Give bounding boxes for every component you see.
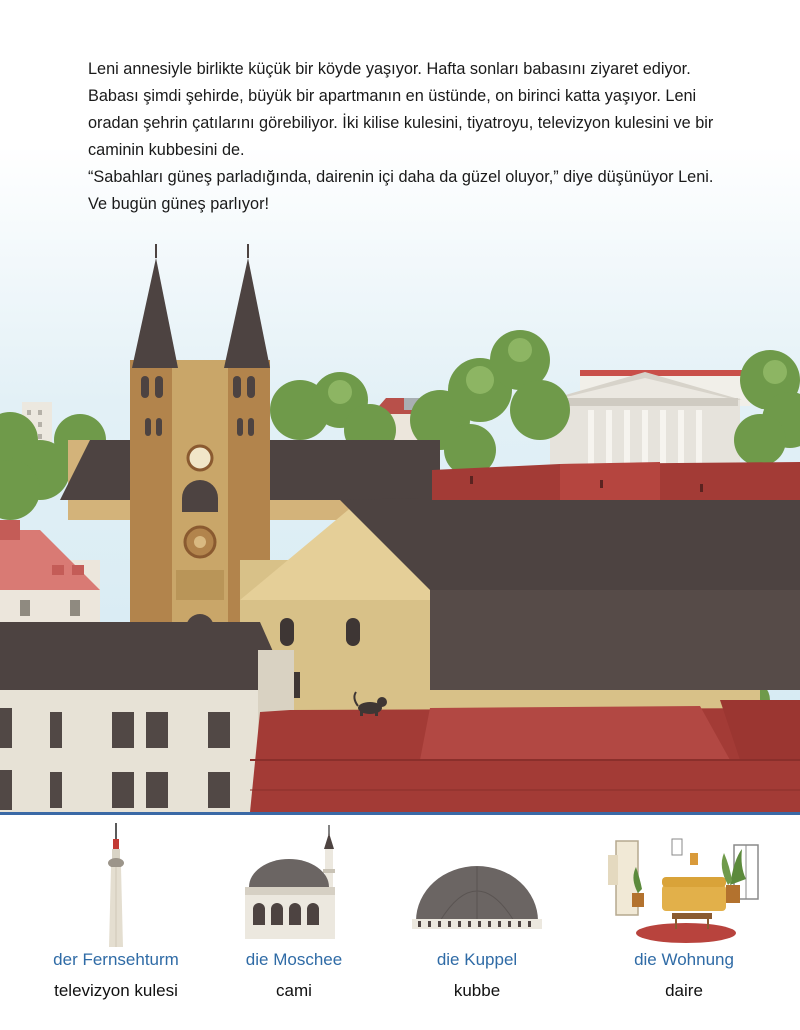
german-word: die Moschee — [245, 950, 343, 969]
vocab-item-kuppel — [377, 815, 577, 1000]
story-paragraph-2: “Sabahları güneş parladığında, dairenin içi daha da güzel oluyor,” diye düşünüyor Leni. Ve bugün güneş parlıyor! — [88, 168, 714, 213]
vocab-item-fernsehturm — [16, 815, 216, 1000]
story-paragraph-1: Leni annesiyle birlikte küçük bir köyde yaşıyor. Hafta sonları babasını ziyaret ediyor. Babası şimdi şehirde, büyük bir apartmanın en üstünde, on birinci katta yaşıyor. Leni oradan şehrin çatılarını görebiliyor. İki kilise kulesini, tiyatroyu, televizyon kulesini ve bir caminin kubbesini de. — [88, 60, 714, 159]
german-word: die Kuppel — [436, 950, 518, 969]
mosque-icon — [239, 825, 349, 945]
vocabulary-strip — [0, 815, 800, 1030]
vocab-item-moschee — [194, 815, 394, 1000]
turkish-word: daire — [665, 981, 703, 1000]
foreground-red-roofs — [250, 700, 800, 812]
tv-tower-icon — [96, 823, 136, 951]
apartment-icon — [602, 833, 766, 945]
foreground-building-left — [0, 622, 294, 812]
turkish-word: televizyon kulesi — [54, 981, 178, 1000]
dome-icon — [410, 851, 544, 941]
red-roofs-upper — [432, 462, 800, 500]
turkish-word: kubbe — [453, 981, 501, 1000]
tan-gabled-building — [240, 498, 800, 720]
vocab-item-wohnung — [584, 815, 784, 1000]
german-word: der Fernsehturm — [53, 950, 179, 969]
turkish-word: cami — [276, 981, 312, 1000]
story-text — [88, 56, 728, 218]
german-word: die Wohnung — [634, 950, 734, 969]
